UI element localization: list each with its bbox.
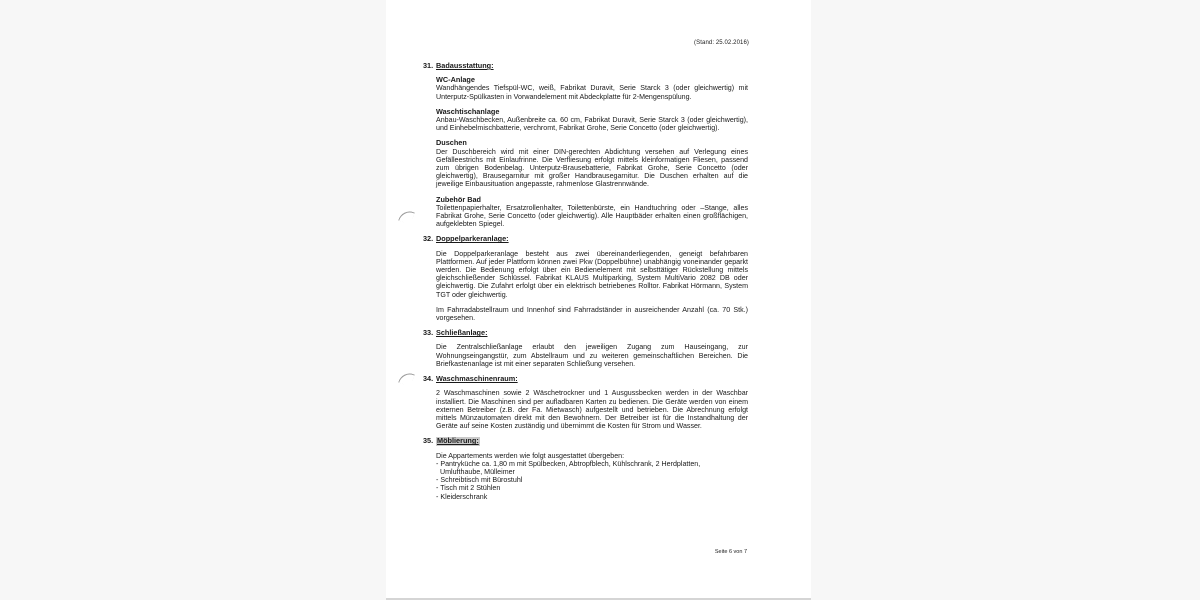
section-number: 33. [423,328,434,338]
section-badausstattung [423,61,748,229]
section-number: 32. [423,234,434,244]
subsection-duschen [436,139,748,188]
section-title: Schließanlage: [436,328,488,338]
section-title: Waschmaschinenraum: [436,374,518,384]
section-moeblierung [423,436,748,501]
document-page [386,0,811,599]
list-item: - Kleiderschrank [436,492,488,501]
furniture-list [436,460,748,501]
subsection-title: WC-Anlage [436,75,475,85]
section-paragraph: Im Fahrradabstellraum und Innenhof sind Fahrradständer in ausreichender Anzahl (ca. 70 Stk.) vorgesehen. [436,305,748,323]
list-item: - Schreibtisch mit Bürostuhl [436,476,523,485]
subsection-title: Zubehör Bad [436,194,481,204]
subsection-zubehoer-bad [436,196,748,229]
section-paragraph: Die Zentralschließanlage erlaubt den jeweiligen Zugang zum Hauseingang, zur Wohnungseingangstür, zum Abstellraum und zu weiteren gemeinschaftlichen Bereichen. Die Briefkastenanlage ist mit einer separaten Schließung versehen. [436,343,748,368]
section-number: 35. [423,436,434,446]
section-waschmaschinenraum [423,374,748,431]
section-title: Badausstattung: [436,61,494,70]
section-paragraph: Die Doppelparkeranlage besteht aus zwei übereinanderliegenden, geneigt befahrbaren Plattformen. Auf jeder Plattform können zwei Pkw (Doppelbühne) unabhängig voneinander geparkt werden. Die Bedienung erfolgt über ein Bedienelement mit selbsttätiger Rückstellung mittels gleichschließender Schlüssel. Fabrikat KLAUS Multiparking, System MultiVario 2082 DB oder gleichwertig. Die Zufahrt erfolgt über ein elektrisch betriebenes Rolltor. Fabrikat Hörmann, System TGT oder gleichwertig. [436,249,748,299]
document-body [423,61,748,508]
document-date-stamp: (Stand: 25.02.2016) [694,40,749,46]
subsection-text: Wandhängendes Tiefspül-WC, weiß, Fabrikat Duravit, Serie Starck 3 (oder gleichwertig) mit Unterputz-Spülkasten in Vorwandelement mit Abdeckplatte für 2-Mengenspülung. [436,84,748,101]
section-title: Doppelparkeranlage: [436,234,509,244]
section-title: Möblierung: [437,436,479,446]
section-number: 31. [423,61,434,70]
list-item: Umlufthaube, Mülleimer [440,467,515,476]
list-item: - Tisch mit 2 Stühlen [436,484,501,493]
subsection-title: Duschen [436,138,467,148]
subsection-waschtischanlage [436,108,748,133]
section-doppelparkeranlage [423,234,748,323]
subsection-title: Waschtischanlage [436,106,500,116]
section-number: 34. [423,374,434,384]
section-paragraph: 2 Waschmaschinen sowie 2 Wäschetrockner und 1 Ausgussbecken werden in der Waschbar installiert. Die Maschinen sind per aufladbaren Karten zu bedienen. Die Geräte werden von einem externen Betreiber (z.B. der Fa. Mietwasch) aufgestellt und betrieben. Die Abrechnung erfolgt mittels Münzautomaten direkt mit den Bewohnern. Der Betreiber ist für die Instandhaltung der Geräte auf seine Kosten zuständig und übernimmt die Kosten für Strom und Wasser. [436,389,748,431]
list-item: - Pantryküche ca. 1,80 m mit Spülbecken, Abtropfblech, Kühlschrank, 2 Herdplatten, [436,459,701,468]
section-schliessanlage [423,328,748,368]
section-intro: Die Appartements werden wie folgt ausgestattet übergeben: [436,451,625,460]
subsection-text: Anbau-Waschbecken, Außenbreite ca. 60 cm, Fabrikat Duravit, Serie Starck 3 (oder gleichwertig), und Einhebelmischbatterie, verchromt, Fabrikat Grohe, Serie Concetto (oder gleichwertig). [436,116,748,133]
subsection-wc-anlage [436,76,748,101]
page-number: Seite 6 von 7 [714,549,747,555]
subsection-text: Toilettenpapierhalter, Ersatzrollenhalter, Toilettenbürste, ein Handtuchring oder –Stange, alles Fabrikat Grohe, Serie Concetto (oder gleichwertig). Alle Hauptbäder erhalten einen großflächigen, aufgeklebten Spiegel. [436,203,748,229]
subsection-text: Der Duschbereich wird mit einer DIN-gerechten Abdichtung versehen auf Verlegung eines Gefälleestrichs mit Einlaufrinne. Die Verfliesung erfolgt mittels kleinformatigen Fliesen, passend zum übrigen Bodenbelag. Unterputz-Brausebatterie, Fabrikat Grohe, Serie Concetto (oder gleichwertig), Brausegarnitur mit großer Handbrausegarnitur. Die Duschen erhalten auf die jeweilige Einbausituation angepasste, rahmenlose Glastrennwände. [436,147,748,189]
